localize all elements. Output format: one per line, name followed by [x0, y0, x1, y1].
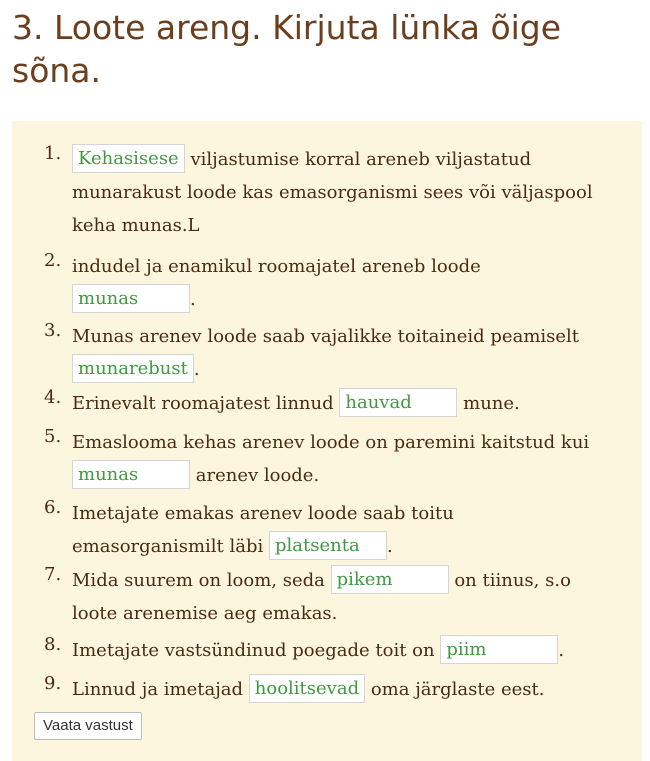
item-text: keha munas.L: [72, 215, 200, 236]
show-answer-button[interactable]: Vaata vastust: [34, 712, 142, 740]
item-text: viljastumise korral areneb viljastatud: [190, 149, 532, 170]
answer-blank[interactable]: platsenta: [269, 531, 387, 560]
exercise-panel: [12, 121, 642, 761]
item-number: 5.: [44, 426, 62, 447]
item-text: on tiinus, s.o: [454, 570, 571, 591]
item-text: .: [558, 640, 565, 661]
item-number: 9.: [44, 673, 62, 694]
item-text: arenev loode.: [195, 465, 320, 486]
item-number: 7.: [44, 564, 62, 585]
exercise-title: 3. Loote areng. Kirjuta lünka õige sõna.: [12, 8, 562, 90]
item-text: Erinevalt roomajatest linnud: [72, 393, 334, 414]
answer-blank[interactable]: hoolitsevad: [249, 674, 365, 703]
item-text: Linnud ja imetajad: [72, 679, 244, 700]
item-text: Mida suurem on loom, seda: [72, 570, 325, 591]
item-number: 1.: [44, 143, 62, 164]
item-text: .: [387, 536, 393, 557]
question-list: [12, 143, 622, 712]
item-number: 3.: [44, 320, 62, 341]
item-number: 8.: [44, 634, 62, 655]
item-text: loote arenemise aeg emakas.: [72, 603, 338, 624]
item-number: 2.: [44, 250, 62, 271]
list-item: [12, 564, 622, 634]
item-text: emasorganismilt läbi: [72, 536, 264, 557]
answer-blank[interactable]: munas: [72, 460, 190, 489]
item-text: Munas arenev loode saab vajalikke toitaineid peamiselt: [72, 326, 580, 347]
item-text: oma järglaste eest.: [370, 679, 545, 700]
item-text: Imetajate vastsündinud poegade toit on: [72, 640, 435, 661]
answer-blank[interactable]: Kehasisese: [72, 144, 185, 173]
list-item: [12, 634, 622, 673]
answer-blank[interactable]: munas: [72, 284, 190, 313]
answer-blank[interactable]: hauvad: [339, 388, 457, 417]
item-number: 6.: [44, 497, 62, 518]
list-item: [12, 250, 622, 320]
item-text: munarakust loode kas emasorganismi sees või väljaspool: [72, 182, 593, 203]
answer-blank[interactable]: munarebust: [72, 354, 194, 383]
item-text: indudel ja enamikul roomajatel areneb loode: [72, 256, 481, 277]
list-item: [12, 320, 622, 387]
item-number: 4.: [44, 387, 62, 408]
answer-blank[interactable]: pikem: [331, 565, 449, 594]
list-item: [12, 426, 622, 497]
item-text: Emaslooma kehas arenev loode on paremini kaitstud kui: [72, 432, 590, 453]
item-text: .: [190, 289, 196, 310]
item-text: mune.: [463, 393, 520, 414]
list-item: [12, 387, 622, 426]
item-text: .: [193, 359, 200, 380]
item-text: Imetajate emakas arenev loode saab toitu: [72, 503, 454, 524]
list-item: [12, 497, 622, 564]
answer-blank[interactable]: piim: [440, 635, 558, 664]
list-item: [12, 673, 622, 712]
list-item: [12, 143, 622, 250]
